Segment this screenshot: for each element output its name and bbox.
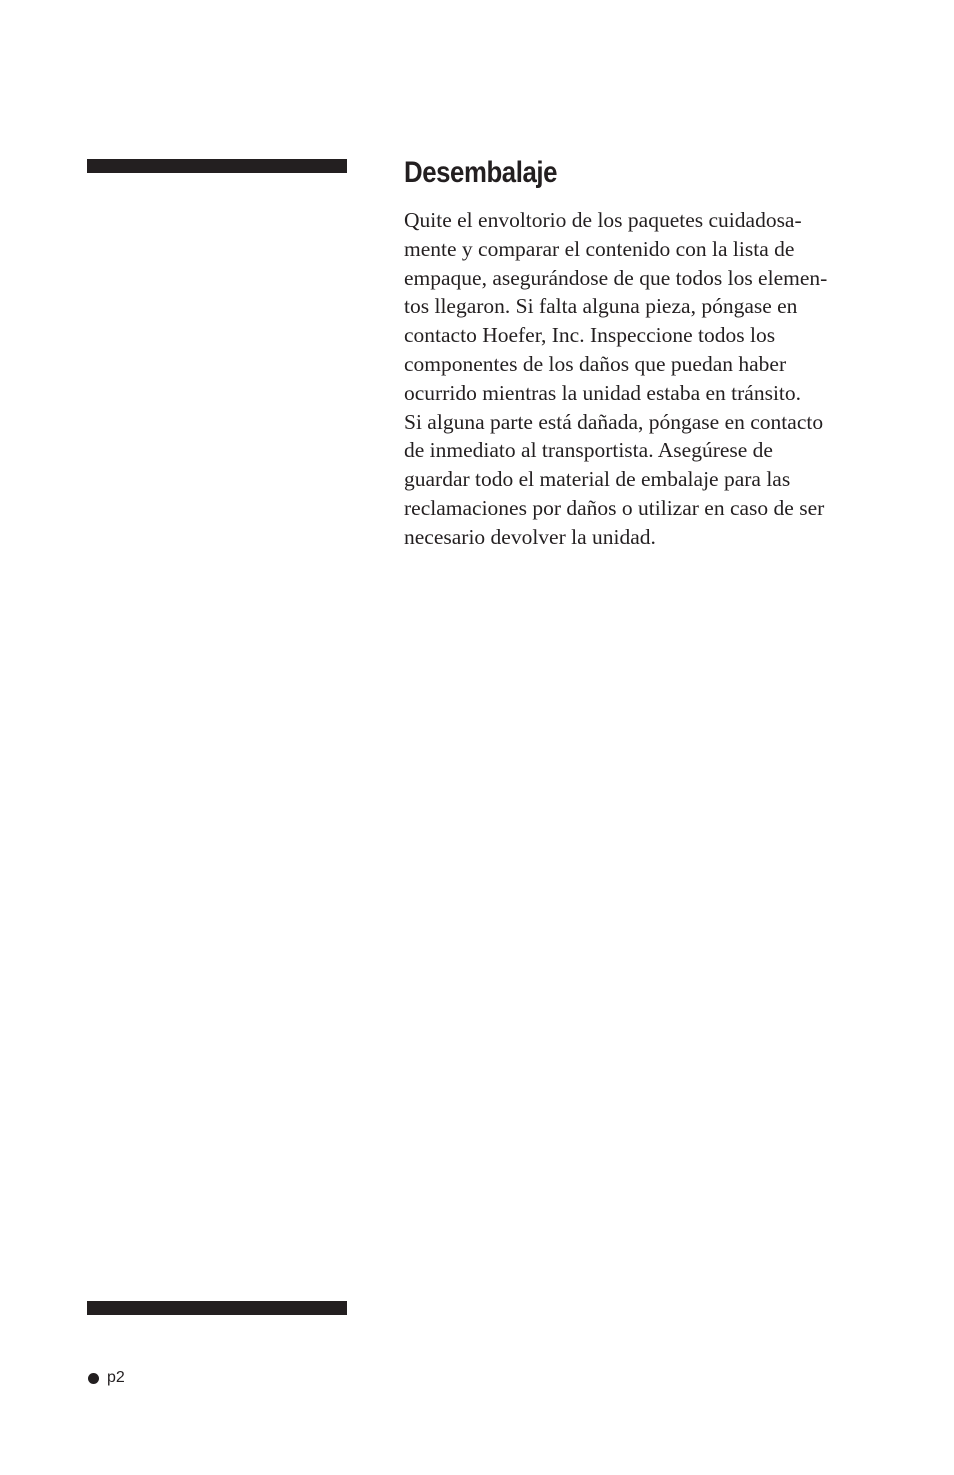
paragraph-line: reclamaciones por daños o utilizar en caso de ser [404, 495, 825, 520]
body-paragraph [404, 206, 884, 552]
paragraph-line: Si alguna parte está dañada, póngase en contacto [404, 409, 824, 434]
paragraph-line: empaque, asegurándose de que todos los elemen- [404, 265, 828, 290]
paragraph-line: ocurrido mientras la unidad estaba en tránsito. [404, 380, 802, 405]
paragraph-line: Quite el envoltorio de los paquetes cuidadosa- [404, 208, 802, 232]
section-title: Desembalaje [404, 156, 558, 189]
paragraph-line: necesario devolver la unidad. [404, 524, 656, 549]
paragraph-line: guardar todo el material de embalaje para las [404, 467, 791, 492]
section-rule-top [87, 159, 347, 173]
paragraph-line: componentes de los daños que puedan haber [404, 351, 787, 376]
paragraph-line: contacto Hoefer, Inc. Inspeccione todos los [404, 323, 776, 348]
paragraph-line: mente y comparar el contenido con la lista de [404, 236, 795, 261]
paragraph-line: de inmediato al transportista. Asegúrese de [404, 438, 773, 463]
paragraph-line: tos llegaron. Si falta alguna pieza, póngase en [404, 294, 798, 319]
page-folio [88, 1368, 125, 1388]
footer-rule [87, 1301, 347, 1315]
page-number: p2 [107, 1369, 125, 1386]
bullet-icon [88, 1373, 99, 1384]
